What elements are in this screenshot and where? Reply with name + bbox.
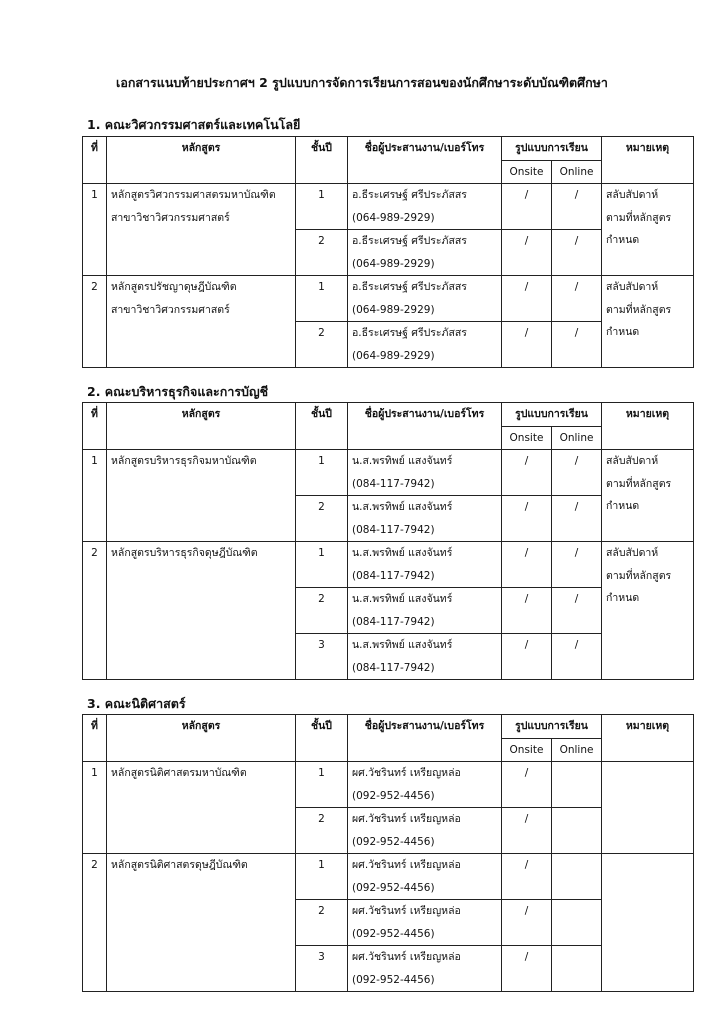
coordinator-phone: (084-117-7942) xyxy=(352,661,435,674)
online-mark: / xyxy=(552,276,602,322)
coordinator-cell xyxy=(348,450,502,496)
program-name-line: สาขาวิชาวิศวกรรมศาสตร์ xyxy=(111,303,230,316)
online-mark xyxy=(552,900,602,946)
remark-line: กำหนด xyxy=(606,234,640,246)
program-name-line: สาขาวิชาวิศวกรรมศาสตร์ xyxy=(111,211,230,224)
program-name xyxy=(107,184,296,276)
table-row xyxy=(83,762,694,808)
header-online: Online xyxy=(552,738,602,762)
header-onsite: Onsite xyxy=(502,160,552,184)
coordinator-name: อ.ธีระเศรษฐ์ ศรีประภัสสร xyxy=(352,281,467,293)
coordinator-phone: (064-989-2929) xyxy=(352,349,435,362)
onsite-mark: / xyxy=(502,946,552,992)
header-year: ชั้นปี xyxy=(296,137,348,184)
year-cell: 1 xyxy=(296,762,348,808)
remark-line: สลับสัปดาห์ xyxy=(606,281,659,293)
table-row xyxy=(83,450,694,496)
program-no: 2 xyxy=(83,854,107,992)
coordinator-phone: (092-952-4456) xyxy=(352,927,435,940)
remarks-cell xyxy=(602,276,694,368)
coordinator-name: น.ส.พรทิพย์ แสงจันทร์ xyxy=(352,501,453,513)
remark-line: กำหนด xyxy=(606,592,640,604)
coordinator-name: อ.ธีระเศรษฐ์ ศรีประภัสสร xyxy=(352,189,467,201)
program-no: 2 xyxy=(83,276,107,368)
coordinator-cell xyxy=(348,900,502,946)
coordinator-phone: (064-989-2929) xyxy=(352,257,435,270)
onsite-mark: / xyxy=(502,276,552,322)
remark-line: ตามที่หลักสูตร xyxy=(606,569,672,582)
year-cell: 1 xyxy=(296,854,348,900)
coordinator-name: น.ส.พรทิพย์ แสงจันทร์ xyxy=(352,455,453,467)
coordinator-phone: (092-952-4456) xyxy=(352,789,435,802)
header-no: ที่ xyxy=(83,403,107,450)
coordinator-cell xyxy=(348,542,502,588)
table-law xyxy=(82,714,694,992)
program-name-line: หลักสูตรวิศวกรรมศาสตรมหาบัณฑิต xyxy=(111,189,276,201)
header-program: หลักสูตร xyxy=(107,403,296,450)
remark-line: สลับสัปดาห์ xyxy=(606,189,659,201)
coordinator-cell xyxy=(348,946,502,992)
onsite-mark: / xyxy=(502,854,552,900)
online-mark: / xyxy=(552,496,602,542)
year-cell: 3 xyxy=(296,946,348,992)
year-cell: 1 xyxy=(296,450,348,496)
remarks-cell xyxy=(602,762,694,854)
coordinator-name: น.ส.พรทิพย์ แสงจันทร์ xyxy=(352,593,453,605)
onsite-mark: / xyxy=(502,900,552,946)
year-cell: 2 xyxy=(296,496,348,542)
header-remarks: หมายเหตุ xyxy=(602,403,694,450)
header-program: หลักสูตร xyxy=(107,137,296,184)
header-coordinator: ชื่อผู้ประสานงาน/เบอร์โทร xyxy=(348,715,502,762)
program-no: 1 xyxy=(83,450,107,542)
coordinator-cell xyxy=(348,634,502,680)
header-remarks: หมายเหตุ xyxy=(602,715,694,762)
onsite-mark: / xyxy=(502,588,552,634)
year-cell: 3 xyxy=(296,634,348,680)
online-mark: / xyxy=(552,588,602,634)
onsite-mark: / xyxy=(502,450,552,496)
online-mark: / xyxy=(552,450,602,496)
header-online: Online xyxy=(552,426,602,450)
program-name xyxy=(107,854,296,992)
coordinator-name: ผศ.วัชรินทร์ เหรียญหล่อ xyxy=(352,813,461,825)
table-row xyxy=(83,276,694,322)
program-name-line: หลักสูตรบริหารธุรกิจดุษฎีบัณฑิต xyxy=(111,547,258,559)
header-remarks: หมายเหตุ xyxy=(602,137,694,184)
remark-line: ตามที่หลักสูตร xyxy=(606,303,672,316)
header-format: รูปแบบการเรียน xyxy=(502,137,602,161)
header-year: ชั้นปี xyxy=(296,403,348,450)
coordinator-phone: (064-989-2929) xyxy=(352,211,435,224)
coordinator-cell xyxy=(348,184,502,230)
header-onsite: Onsite xyxy=(502,426,552,450)
online-mark: / xyxy=(552,542,602,588)
coordinator-name: อ.ธีระเศรษฐ์ ศรีประภัสสร xyxy=(352,327,467,339)
online-mark: / xyxy=(552,230,602,276)
onsite-mark: / xyxy=(502,542,552,588)
online-mark xyxy=(552,808,602,854)
year-cell: 1 xyxy=(296,184,348,230)
header-format: รูปแบบการเรียน xyxy=(502,715,602,739)
table-row xyxy=(83,184,694,230)
program-name-line: หลักสูตรปรัชญาดุษฎีบัณฑิต xyxy=(111,281,237,293)
remark-line: สลับสัปดาห์ xyxy=(606,547,659,559)
coordinator-name: น.ส.พรทิพย์ แสงจันทร์ xyxy=(352,639,453,651)
year-cell: 1 xyxy=(296,276,348,322)
online-mark: / xyxy=(552,634,602,680)
coordinator-cell xyxy=(348,588,502,634)
coordinator-name: ผศ.วัชรินทร์ เหรียญหล่อ xyxy=(352,767,461,779)
online-mark: / xyxy=(552,322,602,368)
header-program: หลักสูตร xyxy=(107,715,296,762)
online-mark: / xyxy=(552,184,602,230)
onsite-mark: / xyxy=(502,230,552,276)
online-mark xyxy=(552,854,602,900)
program-no: 1 xyxy=(83,184,107,276)
table-row xyxy=(83,542,694,588)
section-heading-law: 3. คณะนิติศาสตร์ xyxy=(87,696,186,711)
table-engineering xyxy=(82,136,694,368)
document-title: เอกสารแนบท้ายประกาศฯ 2 รูปแบบการจัดการเรียนการสอนของนักศึกษาระดับบัณฑิตศึกษา xyxy=(116,75,608,90)
header-onsite: Onsite xyxy=(502,738,552,762)
remarks-cell xyxy=(602,854,694,992)
header-coordinator: ชื่อผู้ประสานงาน/เบอร์โทร xyxy=(348,403,502,450)
table-row xyxy=(83,854,694,900)
header-no: ที่ xyxy=(83,715,107,762)
coordinator-phone: (084-117-7942) xyxy=(352,523,435,536)
remark-line: กำหนด xyxy=(606,326,640,338)
coordinator-name: ผศ.วัชรินทร์ เหรียญหล่อ xyxy=(352,905,461,917)
coordinator-phone: (084-117-7942) xyxy=(352,569,435,582)
coordinator-cell xyxy=(348,854,502,900)
coordinator-phone: (092-952-4456) xyxy=(352,835,435,848)
onsite-mark: / xyxy=(502,184,552,230)
header-coordinator: ชื่อผู้ประสานงาน/เบอร์โทร xyxy=(348,137,502,184)
year-cell: 2 xyxy=(296,230,348,276)
onsite-mark: / xyxy=(502,496,552,542)
remark-line: สลับสัปดาห์ xyxy=(606,455,659,467)
program-name-line: หลักสูตรนิติศาสตรมหาบัณฑิต xyxy=(111,767,247,779)
coordinator-name: น.ส.พรทิพย์ แสงจันทร์ xyxy=(352,547,453,559)
onsite-mark: / xyxy=(502,322,552,368)
coordinator-phone: (064-989-2929) xyxy=(352,303,435,316)
section-heading-engineering: 1. คณะวิศวกรรมศาสตร์และเทคโนโลยี xyxy=(87,117,301,132)
header-online: Online xyxy=(552,160,602,184)
coordinator-cell xyxy=(348,230,502,276)
year-cell: 1 xyxy=(296,542,348,588)
coordinator-name: ผศ.วัชรินทร์ เหรียญหล่อ xyxy=(352,951,461,963)
header-year: ชั้นปี xyxy=(296,715,348,762)
table-business xyxy=(82,402,694,680)
coordinator-phone: (084-117-7942) xyxy=(352,615,435,628)
coordinator-cell xyxy=(348,762,502,808)
program-no: 2 xyxy=(83,542,107,680)
program-name xyxy=(107,542,296,680)
coordinator-phone: (084-117-7942) xyxy=(352,477,435,490)
remark-line: กำหนด xyxy=(606,500,640,512)
section-heading-business: 2. คณะบริหารธุรกิจและการบัญชี xyxy=(87,384,269,399)
coordinator-name: อ.ธีระเศรษฐ์ ศรีประภัสสร xyxy=(352,235,467,247)
year-cell: 2 xyxy=(296,808,348,854)
remarks-cell xyxy=(602,542,694,680)
coordinator-cell xyxy=(348,276,502,322)
program-name xyxy=(107,450,296,542)
year-cell: 2 xyxy=(296,322,348,368)
coordinator-cell xyxy=(348,496,502,542)
coordinator-phone: (092-952-4456) xyxy=(352,881,435,894)
program-name xyxy=(107,276,296,368)
coordinator-cell xyxy=(348,808,502,854)
online-mark xyxy=(552,946,602,992)
program-no: 1 xyxy=(83,762,107,854)
header-format: รูปแบบการเรียน xyxy=(502,403,602,427)
remark-line: ตามที่หลักสูตร xyxy=(606,211,672,224)
header-no: ที่ xyxy=(83,137,107,184)
remarks-cell xyxy=(602,184,694,276)
program-name-line: หลักสูตรนิติศาสตรดุษฎีบัณฑิต xyxy=(111,859,248,871)
remark-line: ตามที่หลักสูตร xyxy=(606,477,672,490)
year-cell: 2 xyxy=(296,588,348,634)
onsite-mark: / xyxy=(502,762,552,808)
onsite-mark: / xyxy=(502,634,552,680)
coordinator-name: ผศ.วัชรินทร์ เหรียญหล่อ xyxy=(352,859,461,871)
program-name-line: หลักสูตรบริหารธุรกิจมหาบัณฑิต xyxy=(111,455,257,467)
year-cell: 2 xyxy=(296,900,348,946)
remarks-cell xyxy=(602,450,694,542)
onsite-mark: / xyxy=(502,808,552,854)
coordinator-cell xyxy=(348,322,502,368)
coordinator-phone: (092-952-4456) xyxy=(352,973,435,986)
online-mark xyxy=(552,762,602,808)
program-name xyxy=(107,762,296,854)
